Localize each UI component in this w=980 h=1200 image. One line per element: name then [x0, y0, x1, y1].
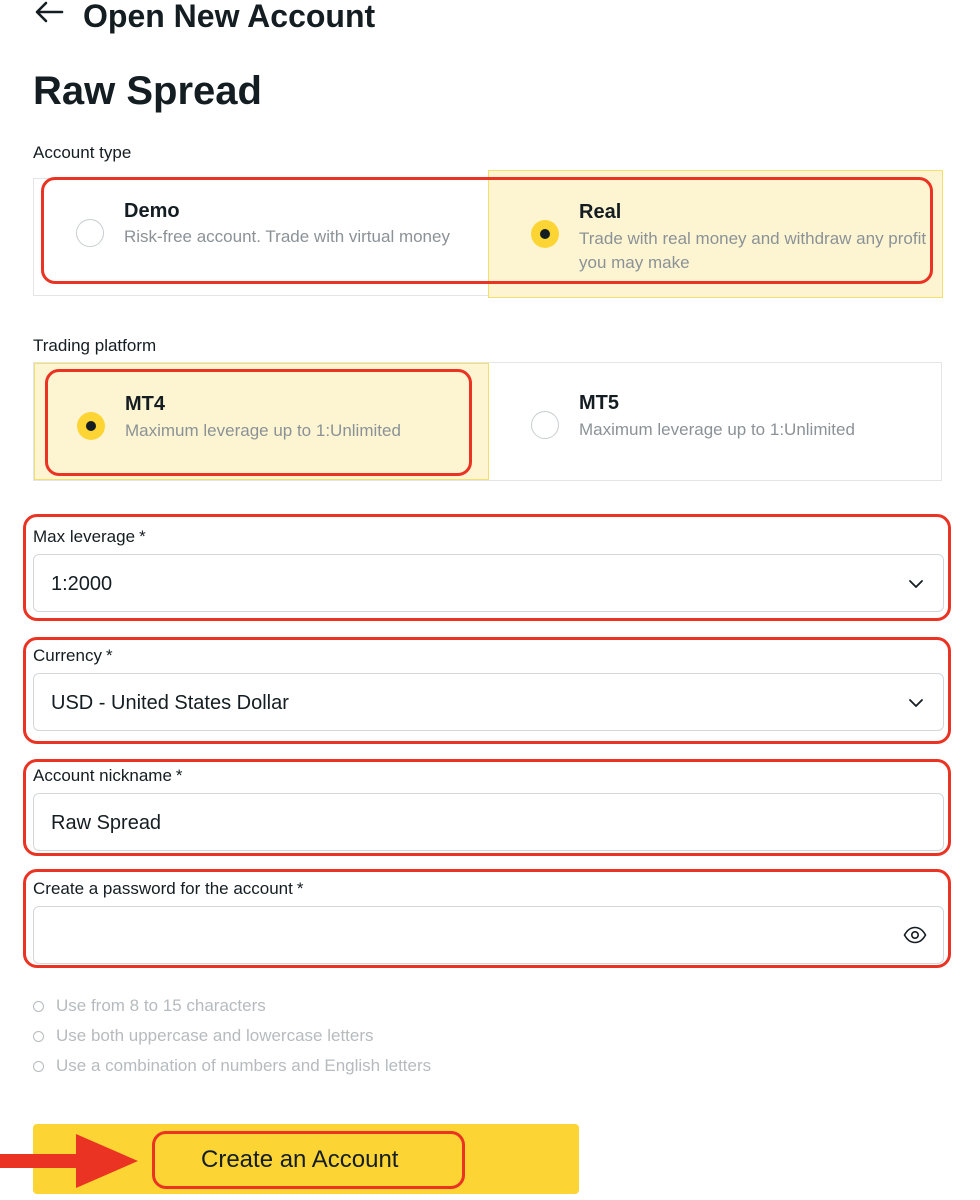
password-label [33, 879, 304, 899]
nickname-input[interactable] [33, 793, 944, 851]
real-title: Real [579, 201, 622, 223]
currency-select[interactable] [33, 673, 944, 731]
account-type-label: Account type [33, 143, 132, 162]
page-title: Raw Spread [33, 69, 262, 113]
demo-radio[interactable] [76, 219, 104, 247]
currency-label [33, 646, 113, 666]
mt4-description: Maximum leverage up to 1:Unlimited [125, 421, 401, 440]
account-type-demo[interactable] [34, 179, 488, 295]
nickname-label-text: Account nickname [33, 766, 172, 785]
real-description: Trade with real money and withdraw any profit you may make [579, 229, 927, 272]
required-mark: * [296, 879, 304, 898]
password-rule [33, 1026, 374, 1046]
max-leverage-label [33, 527, 146, 547]
nickname-label [33, 766, 183, 786]
max-leverage-value: 1:2000 [51, 573, 113, 595]
chevron-down-icon [907, 694, 925, 712]
trading-platform-group [33, 362, 942, 481]
mt4-title: MT4 [125, 393, 165, 415]
annotation-arrow-icon [0, 1130, 140, 1192]
required-mark: * [105, 646, 113, 665]
required-mark: * [139, 527, 146, 546]
trading-platform-label: Trading platform [33, 336, 157, 355]
currency-value: USD - United States Dollar [51, 692, 289, 714]
rule-text: Use both uppercase and lowercase letters [56, 1026, 374, 1045]
password-field[interactable] [33, 906, 944, 964]
mt5-description: Maximum leverage up to 1:Unlimited [579, 420, 855, 439]
currency-label-text: Currency [33, 646, 102, 665]
demo-title: Demo [124, 200, 180, 222]
demo-description: Risk-free account. Trade with virtual money [124, 227, 450, 246]
rule-status-icon [33, 1031, 44, 1042]
password-rule [33, 996, 266, 1016]
eye-icon[interactable] [903, 925, 927, 945]
mt4-radio[interactable] [77, 412, 105, 440]
rule-status-icon [33, 1001, 44, 1012]
chevron-down-icon [907, 575, 925, 593]
header-title: Open New Account [83, 0, 376, 34]
max-leverage-select[interactable] [33, 554, 944, 612]
rule-status-icon [33, 1061, 44, 1072]
required-mark: * [175, 766, 183, 785]
account-type-real[interactable] [488, 170, 943, 298]
real-radio[interactable] [531, 220, 559, 248]
rule-text: Use from 8 to 15 characters [56, 996, 266, 1015]
password-label-text: Create a password for the account [33, 879, 293, 898]
platform-mt4[interactable] [34, 363, 489, 480]
mt5-radio[interactable] [531, 411, 559, 439]
rule-text: Use a combination of numbers and English letters [56, 1056, 432, 1075]
account-type-group [33, 178, 942, 296]
password-rule [33, 1056, 431, 1076]
arrow-left-icon[interactable] [34, 0, 64, 24]
platform-mt5[interactable] [489, 363, 943, 480]
nickname-value: Raw Spread [51, 812, 162, 834]
create-account-label: Create an Account [201, 1146, 399, 1173]
password-input[interactable] [51, 917, 875, 955]
max-leverage-label-text: Max leverage [33, 527, 136, 546]
mt5-title: MT5 [579, 392, 619, 414]
